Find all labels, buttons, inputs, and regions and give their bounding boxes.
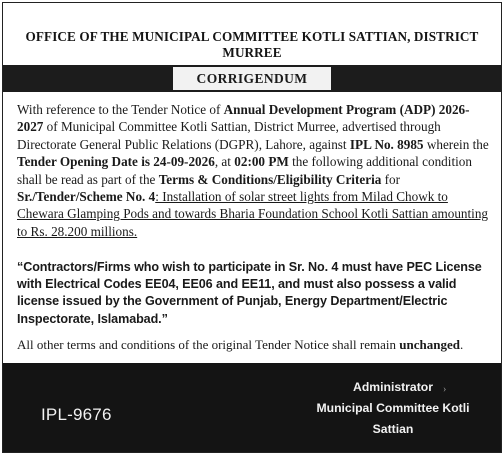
reference-paragraph xyxy=(17,101,491,240)
scheme-description: : Installation of solar street lights from Milad Chowk to Chewara Glamping Pods and towards Bharia Foundation School Kotli Sattian amounting to Rs. 28.200 millions. xyxy=(17,189,489,239)
caret-icon: › xyxy=(443,384,447,395)
office-title: OFFICE OF THE MUNICIPAL COMMITTEE KOTLI SATTIAN, DISTRICT MURREE xyxy=(25,29,479,60)
signatory-location: Sattian xyxy=(372,422,414,436)
scheme-number: Sr./Tender/Scheme No. 4 xyxy=(17,189,156,205)
additional-condition: “Contractors/Firms who wish to participate in Sr. No. 4 must have PEC License with Electrical Codes EE04, EE06 and EE11, and must also possess a valid license issued by the Government of Punjab, Energy Department/Electric Inspectorate, Islamabad.” xyxy=(17,260,482,326)
text-segment: With reference to the Tender Notice of xyxy=(17,102,224,117)
ipl-reference: IPL No. 8985 xyxy=(349,136,424,152)
corrigendum-banner xyxy=(3,65,501,92)
footer-bar xyxy=(3,363,501,453)
tender-opening-time: 02:00 PM xyxy=(234,154,289,170)
text-segment: . xyxy=(459,337,464,352)
signatory-title: Administrator xyxy=(353,380,433,394)
text-segment: All other terms and conditions of the original Tender Notice shall remain xyxy=(17,337,400,352)
text-segment: wherein the xyxy=(423,136,489,152)
text-segment: the following additional condition shall be read as part of the xyxy=(17,154,472,187)
terms-conditions: Terms & Conditions/Eligibility Criteria xyxy=(158,171,382,187)
closing-statement xyxy=(17,336,491,353)
ipl-number: IPL-9676 xyxy=(41,405,112,424)
text-segment: of Municipal Committee Kotli Sattian, District Murree, advertised through Directorate General Public Relations (DGPR), Lahore, against xyxy=(17,119,441,152)
signatory-office: Municipal Committee Kotli xyxy=(316,401,470,415)
signatory-block xyxy=(303,377,483,440)
tender-opening-date: Tender Opening Date is 24-09-2026 xyxy=(17,154,215,170)
text-segment: for xyxy=(381,171,401,187)
program-name: Annual Development Program (ADP) 2026-2027 xyxy=(17,102,470,135)
unchanged-emphasis: unchanged xyxy=(399,337,460,352)
text-segment: , at xyxy=(214,154,235,170)
tender-notice xyxy=(2,2,502,453)
corrigendum-heading: CORRIGENDUM xyxy=(173,67,332,90)
